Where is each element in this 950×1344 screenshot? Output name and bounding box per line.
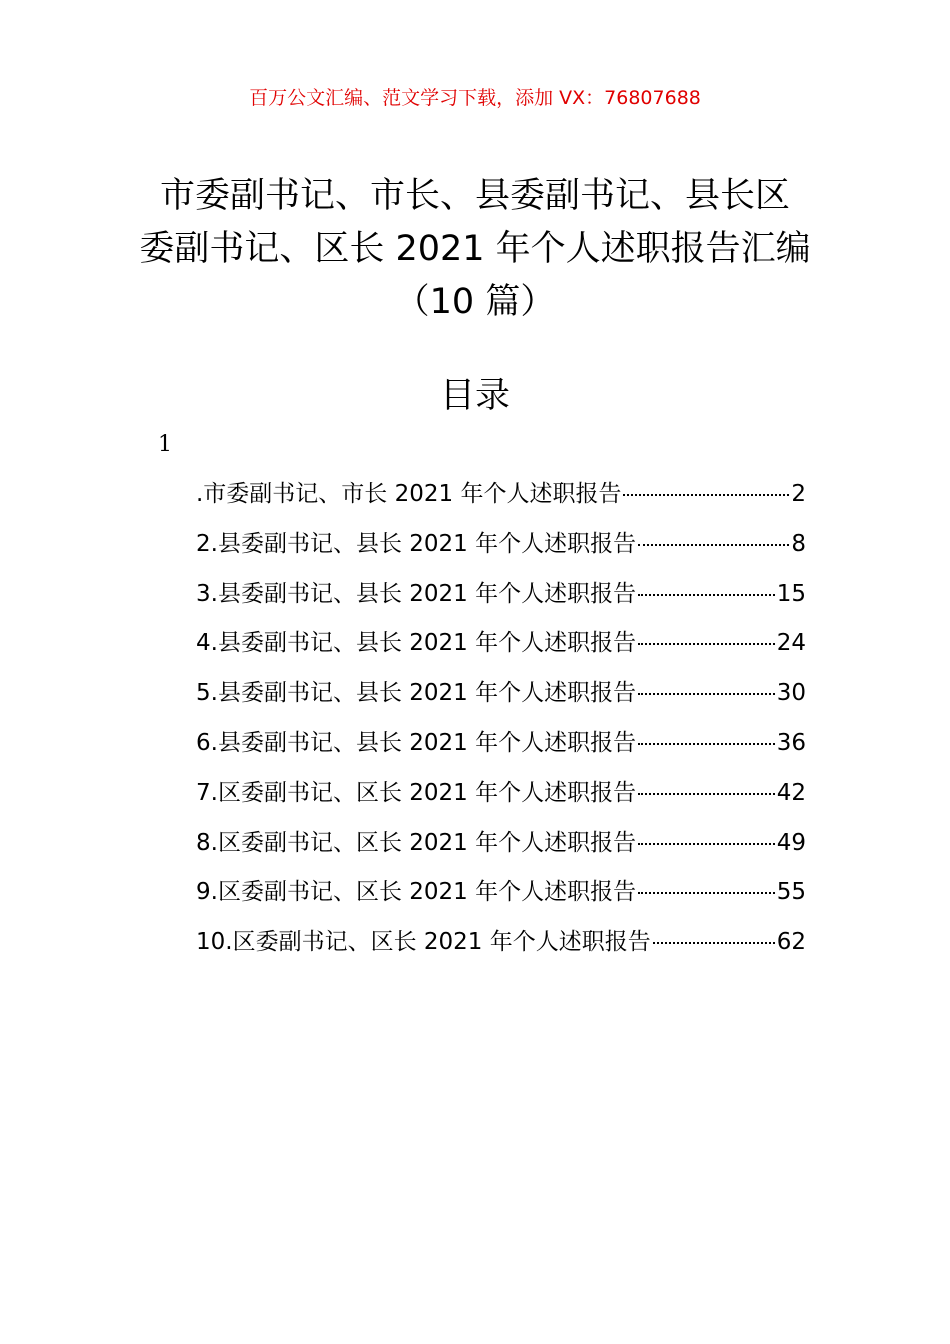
toc-entry-6[interactable] [196,725,806,775]
toc-dot-leader [638,741,775,745]
toc-entry-page: 8 [791,530,806,557]
toc-dot-leader [638,791,775,795]
toc-entry-label: .市委副书记、市长 2021 年个人述职报告 [196,481,622,507]
toc-entry-5[interactable] [196,675,806,725]
toc-entry-label: 8.区委副书记、区长 2021 年个人述职报告 [196,829,637,856]
toc-dot-leader [638,641,775,645]
toc-entry-9[interactable] [196,874,806,924]
toc-entry-7[interactable] [196,775,806,825]
toc-entry-page: 36 [776,729,806,756]
toc-heading: 目录 [439,376,510,416]
toc-dot-leader [638,691,775,695]
toc-entry-1[interactable] [196,476,806,526]
toc-entry-label: 7.区委副书记、区长 2021 年个人述职报告 [196,779,637,806]
toc-entry-label: 3.县委副书记、县长 2021 年个人述职报告 [196,580,637,607]
toc-entry-page: 49 [776,829,806,856]
toc-entry-3[interactable] [196,576,806,626]
toc-entry-page: 42 [776,779,806,806]
toc-stray-number: 1 [158,432,172,457]
toc-dot-leader [638,890,775,894]
toc-dot-leader [638,592,775,596]
toc-entry-8[interactable] [196,825,806,875]
toc-dot-leader [638,542,789,546]
toc-entry-page: 30 [776,680,806,707]
toc-dot-leader [623,492,789,496]
toc-entry-2[interactable] [196,526,806,576]
toc-entry-page: 24 [776,630,806,657]
toc-entry-page: 15 [776,580,806,607]
toc-entry-page: 55 [776,879,806,906]
toc-entry-page: 62 [776,929,806,956]
toc-entry-label: 2.县委副书记、县长 2021 年个人述职报告 [196,530,637,557]
toc-entry-label: 10.区委副书记、区长 2021 年个人述职报告 [196,929,651,956]
document-title [0,170,950,329]
toc-dot-leader [638,841,775,845]
title-line-3: （10 篇） [394,282,556,322]
toc-entry-page: 2 [791,481,806,507]
toc-entry-label: 5.县委副书记、县长 2021 年个人述职报告 [196,680,637,707]
toc-entry-4[interactable] [196,625,806,675]
toc-entry-label: 9.区委副书记、区长 2021 年个人述职报告 [196,879,637,906]
toc-entry-10[interactable] [196,924,806,974]
toc-entry-label: 4.县委副书记、县长 2021 年个人述职报告 [196,630,637,657]
watermark-header: 百万公文汇编、范文学习下载，添加 VX：76807688 [249,87,701,109]
table-of-contents [196,476,806,974]
title-line-2: 委副书记、区长 2021 年个人述职报告汇编 [139,229,811,269]
title-line-1: 市委副书记、市长、县委副书记、县长区 [159,176,790,216]
toc-dot-leader [653,940,775,944]
toc-entry-label: 6.县委副书记、县长 2021 年个人述职报告 [196,729,637,756]
